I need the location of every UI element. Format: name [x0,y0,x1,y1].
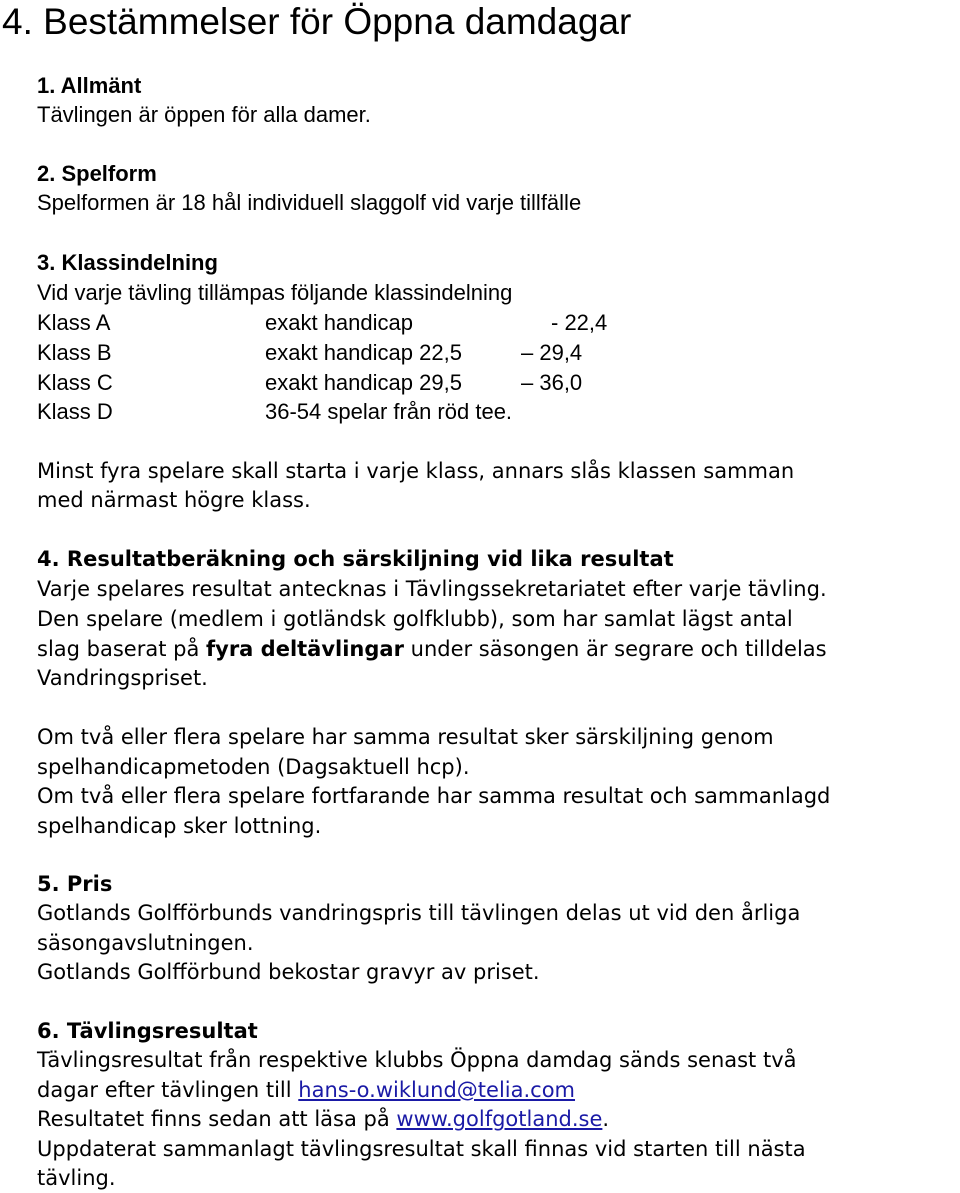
section-4-line: spelhandicap sker lottning. [37,814,322,838]
section-6-line [37,1104,609,1134]
class-range: – 29,4 [521,340,583,365]
class-name: Klass A [37,310,111,335]
section-4-line: Vandringspriset. [37,666,208,690]
section-1-heading: 1. Allmänt [37,73,142,98]
section-4-line: spelhandicapmetoden (Dagsaktuell hcp). [37,755,470,779]
page-title: 4. Bestämmelser för Öppna damdagar [2,1,632,42]
section-4-line [37,634,827,664]
section-6-line-part: dagar efter tävlingen till [37,1078,299,1102]
section-4-line: Den spelare (medlem i gotländsk golfklubb), som har samlat lägst antal [37,607,793,631]
class-desc: exakt handicap 22,5 [265,340,462,365]
class-row [37,338,917,368]
section-5-line: Gotlands Golfförbund bekostar gravyr av priset. [37,960,540,984]
section-1-text: Tävlingen är öppen för alla damer. [37,102,371,127]
emphasis-text: fyra deltävlingar [206,637,404,661]
website-link[interactable]: www.golfgotland.se [396,1107,603,1131]
section-4-line: Om två eller flera spelare fortfarande har samma resultat och sammanlagd [37,784,831,808]
section-4-line: Varje spelares resultat antecknas i Tävlingssekretariatet efter varje tävling. [37,577,827,601]
class-row [37,397,917,427]
section-4-heading: 4. Resultatberäkning och särskiljning vid lika resultat [37,547,674,571]
class-range: - 22,4 [551,310,608,335]
class-name: Klass D [37,399,113,424]
section-4-line: Om två eller flera spelare har samma resultat sker särskiljning genom [37,725,774,749]
class-row [37,308,917,338]
section-3-note: med närmast högre klass. [37,488,311,512]
section-2-heading: 2. Spelform [37,161,157,186]
section-2-text: Spelformen är 18 hål individuell slaggolf vid varje tillfälle [37,190,582,215]
section-5-line: Gotlands Golfförbunds vandringspris till tävlingen delas ut vid den årliga [37,901,801,925]
section-6-line: tävling. [37,1166,116,1190]
email-link[interactable]: hans-o.wiklund@telia.com [298,1078,576,1102]
section-5-heading: 5. Pris [37,872,113,896]
class-range: – 36,0 [521,370,583,395]
section-5-line: säsongavslutningen. [37,931,254,955]
section-6-line: Tävlingsresultat från respektive klubbs Öppna damdag sänds senast två [37,1048,797,1072]
class-desc: 36-54 spelar från röd tee. [265,399,513,424]
section-6-line-part: . [602,1107,610,1131]
class-name: Klass C [37,370,113,395]
class-desc: exakt handicap 29,5 [265,370,462,395]
section-6-line: Uppdaterat sammanlagt tävlingsresultat skall finnas vid starten till nästa [37,1137,806,1161]
section-6-line-part: Resultatet finns sedan att läsa på [37,1107,397,1131]
section-3-heading: 3. Klassindelning [37,250,218,275]
section-3-intro: Vid varje tävling tillämpas följande klassindelning [37,280,513,305]
class-desc: exakt handicap [265,310,413,335]
section-4-line-part: under säsongen är segrare och tilldelas [403,637,827,661]
section-6-heading: 6. Tävlingsresultat [37,1019,258,1043]
class-row [37,368,917,398]
section-6-line [37,1075,575,1105]
class-name: Klass B [37,340,112,365]
section-4-line-part: slag baserat på [37,637,206,661]
section-3-note: Minst fyra spelare skall starta i varje klass, annars slås klassen samman [37,459,795,483]
